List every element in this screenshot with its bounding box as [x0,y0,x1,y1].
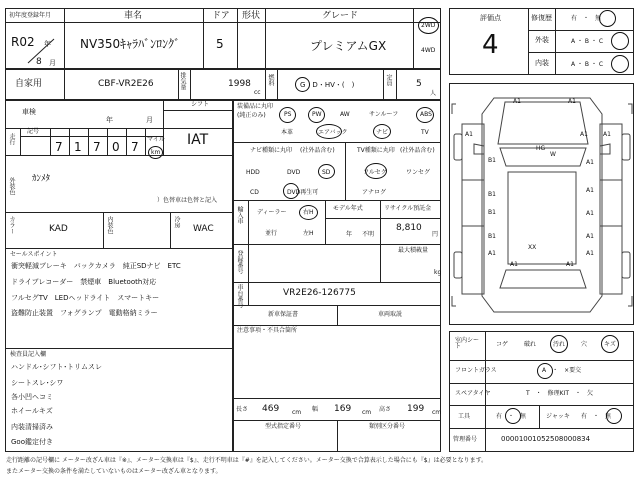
glass-options: A ・ ×要交 [542,367,582,374]
seat-scratch: キズ [604,341,616,348]
navi-type-sub: (社外品含む) [300,147,335,154]
mileage-digit-1: 7 [55,140,63,154]
first-reg-year: R02 [11,35,35,49]
sales-points-label: セールスポイント [10,251,58,258]
mileage-digit-2: 1 [74,140,82,154]
mileage-digit-3: 7 [93,140,101,154]
drive-4wd: 4WD [421,47,436,54]
mgmt-label: 管理番号 [453,436,478,443]
jack-none-circle [606,408,622,424]
jack-label: ジャッキ [546,413,570,420]
seat-label: 室内シート [455,337,480,350]
model-year-year: 年 [346,231,353,238]
tv-oneseg: ワンセグ [406,169,431,176]
navi-cd: CD [250,189,259,196]
year-unit: 年 [44,40,51,48]
fuel-options: G D・HV・( ) [300,81,355,89]
car-outline-diagram [450,84,635,326]
length-label: 長さ [236,406,249,413]
height-value: 199 [407,404,425,414]
inspector-note-1: ハンドル･シフト･トリムスレ [11,363,102,371]
height-cm: cm [432,409,442,416]
color-code: KAD [49,224,68,234]
mark-front-right: A1 [568,98,576,105]
tool-label: 工具 [458,413,471,420]
navi-sd: SD [322,169,331,176]
fuel-label: 燃料 [267,74,274,86]
registration-row [5,69,441,100]
tool-options: 有 ・ 無 [496,413,527,420]
mark-left-door-1: B1 [488,157,496,164]
equip-navi: ナビ [376,129,389,136]
mileage-symbol-label: 記号 [27,128,40,135]
inspector-note-3: 各小凹ヘコミ [11,393,53,401]
width-value: 169 [334,404,352,414]
manual: 車両取説 [378,311,403,318]
mark-right-rear-2: A1 [586,250,594,257]
shape-label: 形状 [242,11,261,21]
grade-value: プレミアムGX [310,39,387,53]
equip-sunroof: サンルーフ [369,111,399,118]
shift-value: IAT [187,132,209,148]
navi-hdd: HDD [246,169,260,176]
seat-tear: 破れ [524,341,537,348]
navi-dvd: DVD [287,169,301,176]
equipment-label: 装備品に丸印 [237,103,274,110]
displacement-label: 排気量 [179,72,186,90]
equip-leather: 本革 [281,129,294,136]
class-label: 類別区分番号 [369,423,406,430]
model-year-value: 不明 [362,231,375,238]
inspector-note-2: シートスレ･シワ [11,379,64,387]
first-reg-month: 8 [36,57,42,67]
exterior-label: 外装色 [8,177,15,195]
mark-right-door-2: A1 [586,159,594,166]
mark-w: W [550,151,556,158]
chassis-label: 車台番号 [236,284,243,308]
ac-value: WAC [193,224,214,234]
mileage-label: 走行 [8,133,15,145]
mark-rear-xx: XX [528,244,537,251]
seat-burn: コゲ [496,341,509,348]
model-year-label: モデル年式 [333,205,363,212]
length-cm: cm [292,409,302,416]
cc-unit: cc [254,89,261,96]
interior-color-label: 内装色 [106,216,113,234]
tool-none-circle [505,408,521,424]
exterior-color: ｶﾝﾒﾀ [32,174,51,184]
km-label: km [151,149,161,156]
spare-options: T ・ 修理KIT ・ 欠 [526,390,594,397]
left-hand: 左H [303,230,314,237]
car-name: NV350ｷｬﾗﾊﾞﾝﾛﾝｸﾞ [80,37,181,51]
footer-line-2: またメーター交換の条件を満たしていないものはメーター改ざん車となります。 [6,468,222,475]
mark-right-door-4: A1 [586,210,594,217]
sales-point-3: フルセグTV LEDヘッドライト スマートキー [11,294,160,302]
repair-none-circle [599,10,616,27]
equip-tv: TV [421,129,429,136]
jack-options: 有 ・ 無 [581,413,612,420]
car-name-label: 車名 [124,11,143,21]
grade-label: グレード [322,11,359,21]
interior-grade-options: A ・ B ・ C [571,61,604,68]
mileage-digit-5: 7 [131,140,139,154]
month-unit: 月 [49,59,56,67]
kg-unit: kg [434,269,442,276]
mark-right-door-1: A1 [580,131,588,138]
reg-no-label: 登録番号 [236,250,243,274]
mark-rear-right: A1 [566,261,574,268]
tv-fullseg: フルセグ [363,169,387,176]
color-label: カラー [8,216,15,234]
mark-hg: HG [536,145,546,152]
interior-c-circle [611,55,629,73]
score-value: 4 [482,30,499,60]
sales-point-4: 盗難防止装置 フォグランプ 電動格納ミラー [11,309,158,317]
inspection-label: 車検 [22,108,36,116]
max-load-label: 最大積載量 [398,247,429,254]
tv-type-sub: (社外品含む) [400,147,435,154]
mark-left-rear-1: B1 [488,233,496,240]
new-warranty: 新車保証書 [268,311,299,318]
mark-rear-left: A1 [510,261,518,268]
color-note: ）色替車は色替と記入 [157,197,218,204]
repair-options: 有 ・ 無 [571,15,602,22]
import-label: 輸入車 [236,206,243,224]
mark-left-door-2: B1 [488,191,496,198]
damage-diagram [449,83,634,325]
inspector-note-6: Goo鑑定付き [11,438,53,446]
mile-label: マイル [147,136,165,143]
mark-left-front: A1 [465,131,473,138]
capacity-label: 定員 [385,74,392,86]
score-label: 評価点 [480,14,501,22]
seat-hole: 穴 [581,341,588,348]
seat-stain: 汚れ [553,341,566,348]
tv-analog: アナログ [362,189,387,196]
mark-front-left: A1 [513,98,521,105]
equip-airbag: エアバック [318,129,348,136]
mark-left-rear-2: A1 [488,250,496,257]
mileage-digit-4: 0 [112,140,120,154]
inspector-note-5: 内装清掃済み [11,423,53,431]
displacement-value: 1998 [228,79,251,89]
equipment-sub: (純正のみ) [237,112,266,119]
parallel-label: 並行 [265,230,278,237]
doors-value: 5 [216,37,224,51]
equip-pw: PW [312,111,322,118]
yen-unit: 円 [432,231,439,238]
use-private: 自家用 [15,79,43,89]
equip-abs: ABS [420,111,432,118]
navi-type-label: ナビ種類に丸印 [250,147,293,154]
exterior-grade-options: A ・ B ・ C [571,38,604,45]
capacity-value: 5 [416,79,422,89]
right-hand: 右H [303,209,314,216]
height-label: 高さ [379,406,392,413]
first-reg-label: 初年度登録年月 [9,12,52,19]
inspection-month: 月 [146,116,153,124]
mark-right-rear: A1 [586,233,594,240]
dealer-label: ディーラー [257,209,287,216]
mgmt-no: 00001001052508000834 [501,435,591,443]
navi-dvd-play: DVD再生可 [287,189,319,196]
mark-left-door-3: B1 [488,209,496,216]
drive-2wd: 2WD [421,22,436,29]
cold-label: 冷房 [173,216,180,228]
inspector-note-4: ホイールキズ [11,407,53,415]
inspection-year: 年 [106,116,113,124]
notes-label: 注意事項・不具合箇所 [237,327,298,334]
model-code: CBF-VR2E26 [98,79,154,89]
width-cm: cm [362,409,372,416]
shift-label: シフト [191,101,210,108]
width-label: 幅 [312,406,319,413]
footer-line-1: 走行距離の記号欄に メーター改ざん車は『※』、メーター交換車は『$』、走行不明車は『#』を記入してください。メーター交換で合算表示した場合にも『$』は必要となります。 [6,457,488,464]
interior-grade-label: 内装 [535,59,549,67]
exterior-c-circle [611,32,629,50]
recycle-label: リサイクル預託金 [384,205,432,212]
repair-label: 修復歴 [531,14,552,22]
equip-ps: PS [284,111,292,118]
capacity-unit: 人 [430,90,437,97]
doors-label: ドア [212,11,230,21]
inspector-label: 検査員記入欄 [10,351,47,358]
glass-label: フロントガラス [455,367,497,374]
sales-point-1: 衝突軽減ブレーキ バックカメラ 純正SDナビ ETC [11,262,181,270]
mark-right-front: A1 [603,131,611,138]
type-cert-label: 型式指定番号 [265,423,302,430]
recycle-amount: 8,810 [396,223,422,233]
exterior-grade-label: 外装 [535,36,549,44]
tv-type-label: TV種類に丸印 [357,147,395,154]
mark-right-door-3: A1 [586,187,594,194]
length-value: 469 [262,404,280,414]
chassis-no: VR2E26-126775 [283,288,356,298]
spare-label: スペアタイヤ [455,390,491,397]
equip-aw: AW [340,111,350,118]
sales-point-2: ドライブレコーダー 禁煙車 Bluetooth対応 [11,278,157,286]
